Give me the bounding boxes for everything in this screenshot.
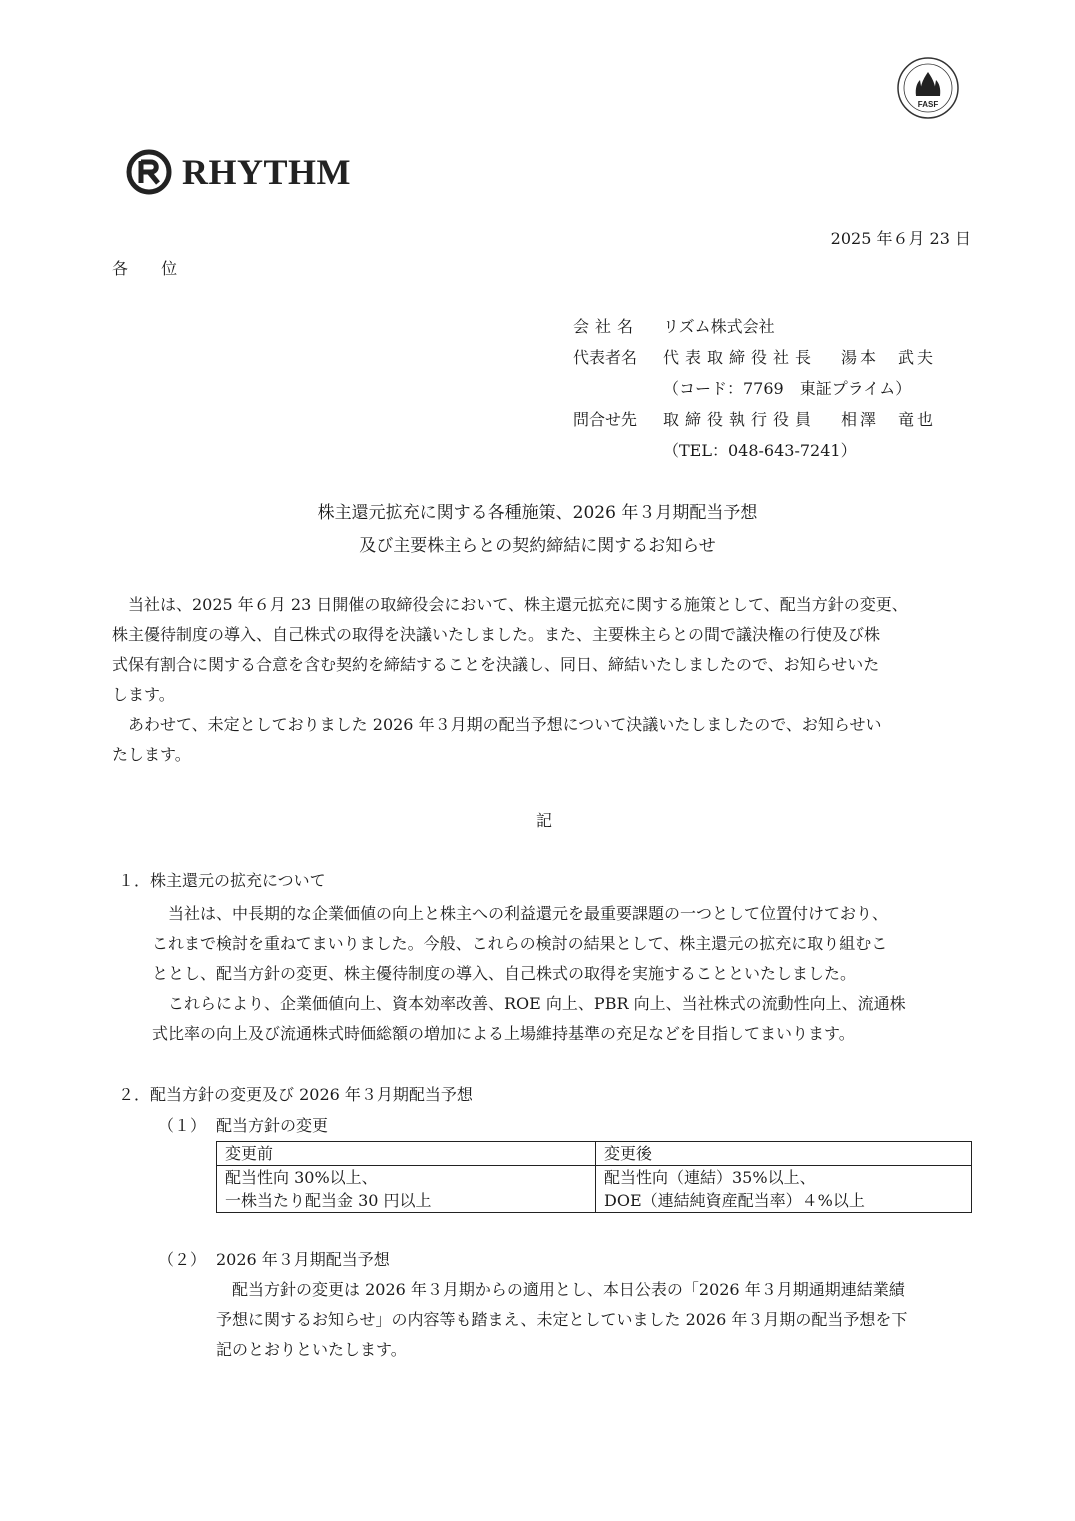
- representative-label: 代表者名: [573, 348, 638, 367]
- company-label: 会社名: [573, 317, 640, 336]
- table-header-row: [217, 1142, 972, 1166]
- document-date: 2025 年６月 23 日: [830, 229, 971, 248]
- section1-line: 当社は、中長期的な企業価値の向上と株主への利益還元を最重要課題の一つとして位置付けており、: [168, 904, 889, 923]
- representative-name: 湯本 武夫: [841, 348, 937, 367]
- rhythm-logo: [126, 148, 351, 196]
- subsection2-line: 記のとおりといたします。: [216, 1340, 407, 1359]
- table-row: [217, 1166, 972, 1213]
- contact-name: 相澤 竜也: [841, 410, 937, 429]
- company-name: リズム株式会社: [663, 317, 775, 336]
- table-header-before: 変更前: [217, 1142, 596, 1166]
- policy-before-cell: [217, 1166, 596, 1213]
- section1-heading: １．株主還元の拡充について: [118, 871, 326, 890]
- seal-label: FASF: [917, 100, 939, 109]
- contact-title: 取締役執行役員: [663, 410, 818, 429]
- fasf-seal-icon: [896, 56, 960, 120]
- section1-line: ととし、配当方針の変更、株主優待制度の導入、自己株式の取得を実施することといたしました。: [152, 964, 857, 983]
- policy-before-line: 配当性向 30%以上、: [225, 1168, 378, 1187]
- ki-marker: 記: [536, 811, 553, 830]
- subsection2-line: 配当方針の変更は 2026 年３月期からの適用とし、本日公表の「2026 年３月期通期連結業績: [232, 1280, 905, 1299]
- subsection1-label: （１）: [158, 1116, 207, 1135]
- intro-line: 株主優待制度の導入、自己株式の取得を決議いたしました。また、主要株主らとの間で議決権の行使及び株: [112, 625, 881, 644]
- intro-line: 当社は、2025 年６月 23 日開催の取締役会において、株主還元拡充に関する施策として、配当方針の変更、: [128, 595, 908, 614]
- stock-code: （コード：7769 東証プライム）: [663, 379, 912, 398]
- dividend-policy-table: [216, 1141, 972, 1213]
- section1-line: 式比率の向上及び流通株式時価総額の増加による上場維持基準の充足などを目指してまいります。: [152, 1024, 855, 1043]
- intro-line: たします。: [112, 745, 191, 764]
- intro-line: 式保有割合に関する合意を含む契約を締結することを決議し、同日、締結いたしましたので、お知らせいた: [112, 655, 880, 674]
- subsection1-title: 配当方針の変更: [216, 1116, 329, 1135]
- table-header-after: 変更後: [596, 1142, 972, 1166]
- addressee: 各 位: [112, 259, 192, 278]
- policy-before-line: 一株当たり配当金 30 円以上: [225, 1191, 432, 1210]
- policy-after-cell: [596, 1166, 972, 1213]
- representative-title: 代表取締役社長: [663, 348, 818, 367]
- logo-wordmark: RHYTHM: [182, 152, 351, 192]
- contact-tel: （TEL：048-643-7241）: [663, 441, 857, 460]
- rhythm-mark-icon: [126, 149, 172, 195]
- policy-after-line: DOE（連結純資産配当率）４%以上: [604, 1191, 865, 1210]
- subsection2-title: 2026 年３月期配当予想: [216, 1250, 390, 1269]
- policy-after-line: 配当性向（連結）35%以上、: [604, 1168, 816, 1187]
- document-title-line2: 及び主要株主らとの契約締結に関するお知らせ: [359, 536, 716, 556]
- contact-label: 問合せ先: [573, 410, 638, 429]
- section1-line: これらにより、企業価値向上、資本効率改善、ROE 向上、PBR 向上、当社株式の流動性向上、流通株: [168, 994, 906, 1013]
- intro-line: します。: [112, 685, 175, 704]
- subsection2-label: （２）: [158, 1250, 207, 1269]
- document-title-line1: 株主還元拡充に関する各種施策、2026 年３月期配当予想: [317, 503, 758, 523]
- intro-line: あわせて、未定としておりました 2026 年３月期の配当予想について決議いたしましたので、お知らせい: [128, 715, 882, 734]
- section1-line: これまで検討を重ねてまいりました。今般、これらの検討の結果として、株主還元の拡充に取り組むこ: [152, 934, 888, 953]
- section2-heading: ２．配当方針の変更及び 2026 年３月期配当予想: [118, 1085, 473, 1104]
- company-info: [573, 316, 936, 471]
- subsection2-line: 予想に関するお知らせ」の内容等も踏まえ、未定としていました 2026 年３月期の配当予想を下: [216, 1310, 908, 1329]
